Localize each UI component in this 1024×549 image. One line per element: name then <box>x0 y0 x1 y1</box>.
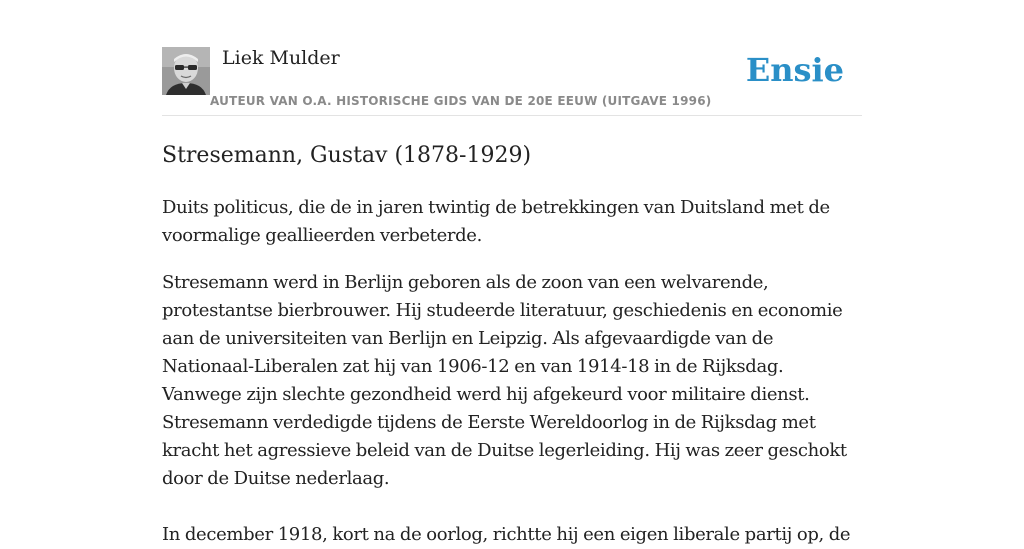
ensie-logo[interactable]: Ensie <box>745 51 844 89</box>
article-paragraph: In december 1918, kort na de oorlog, richtte hij een eigen liberale partij op, de <box>162 524 851 545</box>
author-subtitle: AUTEUR VAN O.A. HISTORISCHE GIDS VAN DE 20E EEUW (UITGAVE 1996) <box>210 94 712 108</box>
author-header <box>162 0 862 116</box>
author-name[interactable]: Liek Mulder <box>222 47 340 69</box>
author-portrait-icon <box>162 47 210 95</box>
article-paragraph: Duits politicus, die de in jaren twintig de betrekkingen van Duitsland met de voormalige geallieerden verbeterde. <box>162 197 830 246</box>
article-paragraph: Stresemann werd in Berlijn geboren als de zoon van een welvarende, protestantse bierbrouwer. Hij studeerde literatuur, geschiedenis en economie aan de universiteiten van Berlijn en Leipzig. Als afgevaardigde van de Nationaal-Liberalen zat hij van 1906-12 en van 1914-18 in de Rijksdag. Vanwege zijn slechte gezondheid werd hij afgekeurd voor militaire dienst. Stresemann verdedigde tijdens de Eerste Wereldoorlog in de Rijksdag met kracht het agressieve beleid van de Duitse legerleiding. Hij was zeer geschokt door de Duitse nederlaag. <box>162 272 847 489</box>
article-title: Stresemann, Gustav (1878-1929) <box>162 143 532 168</box>
author-avatar[interactable] <box>162 47 210 95</box>
article-container <box>162 0 862 549</box>
